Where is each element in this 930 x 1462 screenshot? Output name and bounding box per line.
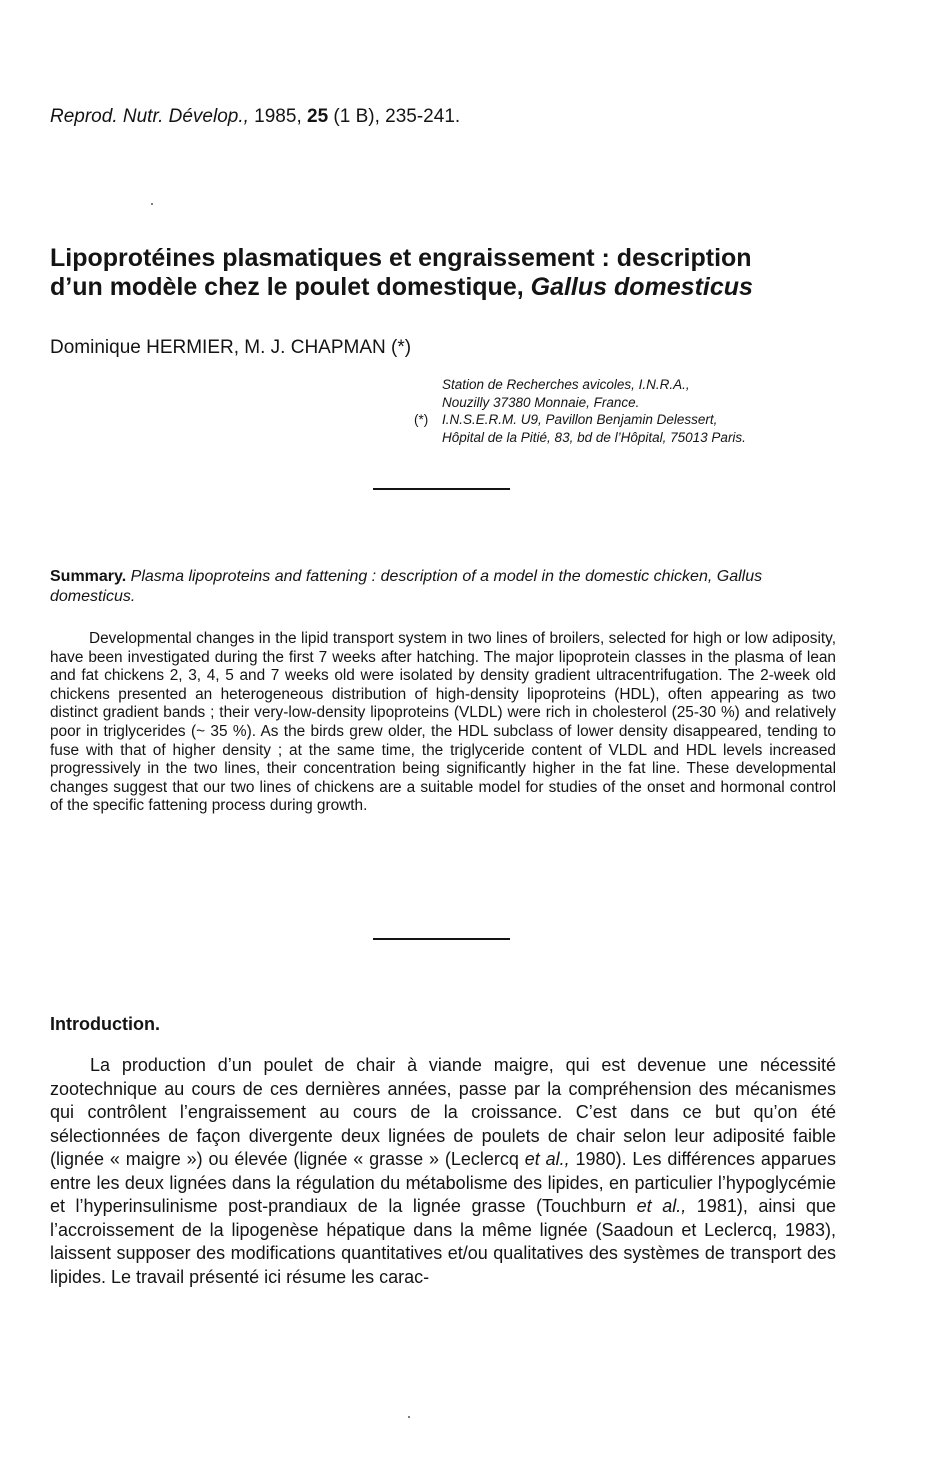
affiliation-marker: (*)	[414, 412, 429, 427]
separator-rule-top	[373, 488, 510, 490]
journal-citation	[50, 106, 460, 128]
affiliations	[414, 376, 746, 446]
author-list: Dominique HERMIER, M. J. CHAPMAN (*)	[50, 337, 412, 358]
intro-part-3: 1981), ainsi que l’accroissement de la lipogenèse hépatique dans la même lignée (Saadoun et Leclercq, 1983), laissent supposer des modifications quantitatives et/ou qualitatives des systèmes de transport des lipides. Le travail présenté ici résume les carac-	[50, 1196, 836, 1287]
intro-etal-2: et al.,	[636, 1196, 687, 1216]
intro-part-2: 1980). Les différences apparues entre les deux lignées dans la régulation du métabolisme des lipides, en particulier l’hypoglycémie et l’hyperinsulinisme post-prandiaux de la lignée grasse (Touchburn	[50, 1149, 836, 1216]
affiliation-line-3: I.N.S.E.R.M. U9, Pavillon Benjamin Delessert,	[442, 412, 718, 427]
affiliation-line-4: Hôpital de la Pitié, 83, bd de l’Hôpital, 75013 Paris.	[442, 429, 746, 445]
speck-mark	[151, 203, 153, 205]
abstract-body: Developmental changes in the lipid transport system in two lines of broilers, selected for high or low adiposity, have been investigated during the first 7 weeks after hatching. The major lipoprotein classes in the plasma of lean and fat chickens 2, 3, 4, 5 and 7 weeks old were isolated by density gradient ultracentrifugation. The 2-week old chickens presented an heterogeneous distribution of high-density lipoproteins (HDL), often appearing as two distinct gradient bands ; their very-low-density lipoproteins (VLDL) were rich in cholesterol (25-30 %) and relatively poor in triglycerides (~ 35 %). As the birds grew older, the HDL subclass of lower density disappeared, tending to fuse with that of higher density ; at the same time, the triglyceride content of VLDL and HDL levels increased progressively in the two lines, their concentration being significantly higher in the fat line. These developmental changes suggest that our two lines of chickens are a suitable model for studies of the onset and hormonal control of the specific fattening process during growth.	[50, 630, 836, 815]
abstract	[50, 630, 836, 816]
summary-title: Plasma lipoproteins and fattening : description of a model in the domestic chicken, Gallus domesticus.	[50, 568, 763, 605]
title-line-2: d’un modèle chez le poulet domestique, Gallus domesticus	[50, 273, 753, 301]
introduction-heading: Introduction.	[50, 1014, 160, 1034]
separator-rule-bottom	[373, 938, 510, 940]
journal-name: Reprod. Nutr. Dévelop.,	[50, 106, 249, 127]
journal-issue-pages: (1 B), 235-241.	[333, 106, 461, 127]
journal-volume: 25	[307, 106, 329, 127]
journal-year: 1985,	[254, 106, 302, 127]
paper-title	[50, 244, 753, 302]
intro-etal-1: et al.,	[524, 1149, 570, 1169]
summary-heading	[50, 567, 836, 607]
speck-mark-bottom	[408, 1416, 410, 1418]
introduction-text	[50, 1054, 836, 1289]
summary-label: Summary.	[50, 568, 127, 585]
affiliation-line-1: Station de Recherches avicoles, I.N.R.A.,	[442, 377, 690, 392]
title-line-1: Lipoprotéines plasmatiques et engraissement : description	[50, 244, 752, 272]
affiliation-line-2: Nouzilly 37380 Monnaie, France.	[442, 394, 640, 410]
title-species: Gallus domesticus	[530, 273, 753, 301]
intro-part-1: La production d’un poulet de chair à viande maigre, qui est devenue une nécessité zootechnique au cours de ces dernières années, passe par la compréhension des mécanismes qui contrôlent l’engraissement au cours de la croissance. C’est dans ce but qu’on été sélectionnées de façon divergente deux lignées de poulets de chair selon leur adiposité faible (lignée « maigre ») ou élevée (lignée « grasse » (Leclercq	[50, 1055, 836, 1169]
